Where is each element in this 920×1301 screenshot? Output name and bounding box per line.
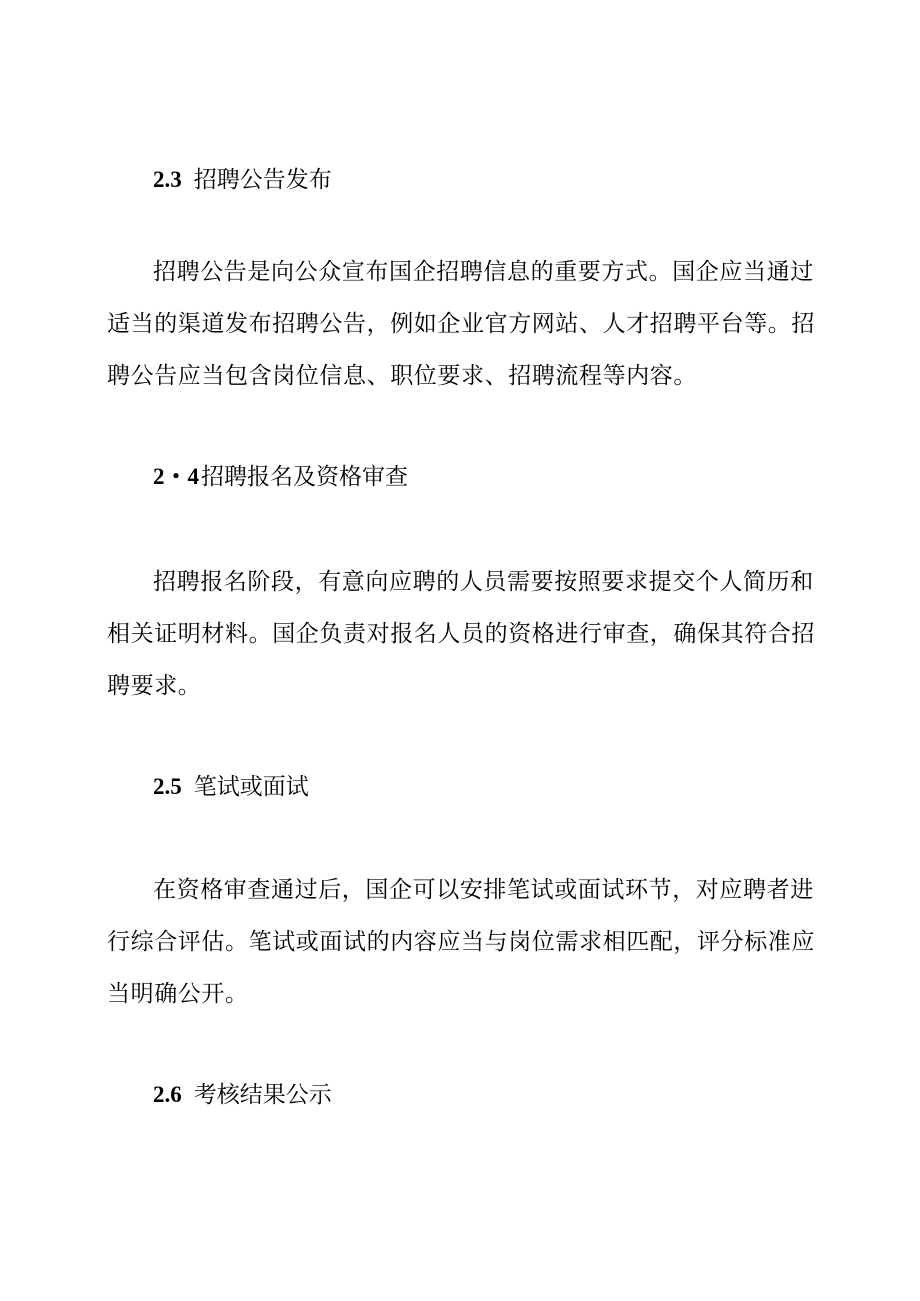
section-paragraph-2-5: 在资格审查通过后，国企可以安排笔试或面试环节，对应聘者进行综合评估。笔试或面试的内容应当与岗位需求相匹配，评分标准应当明确公开。 [107,877,815,1007]
section-number: 2.6 [153,1082,182,1107]
section-title: 招聘报名及资格审查 [201,464,408,490]
section-paragraph-2-4: 招聘报名阶段，有意向应聘的人员需要按照要求提交个人简历和相关证明材料。国企负责对报名人员的资格进行审查，确保其符合招聘要求。 [107,569,815,699]
section-number: 2.3 [153,167,182,192]
section-number: 2.5 [153,774,182,799]
section-title: 招聘公告发布 [193,167,332,193]
section-title: 考核结果公示 [193,1082,332,1108]
section-number: 2・4 [153,464,199,489]
section-heading-2-5 [153,773,309,801]
section-heading-2-4 [153,463,408,491]
section-heading-2-6 [153,1081,332,1109]
section-heading-2-3 [153,166,332,194]
section-paragraph-2-3: 招聘公告是向公众宣布国企招聘信息的重要方式。国企应当通过适当的渠道发布招聘公告，例如企业官方网站、人才招聘平台等。招聘公告应当包含岗位信息、职位要求、招聘流程等内容。 [107,259,815,389]
section-title: 笔试或面试 [193,774,309,800]
